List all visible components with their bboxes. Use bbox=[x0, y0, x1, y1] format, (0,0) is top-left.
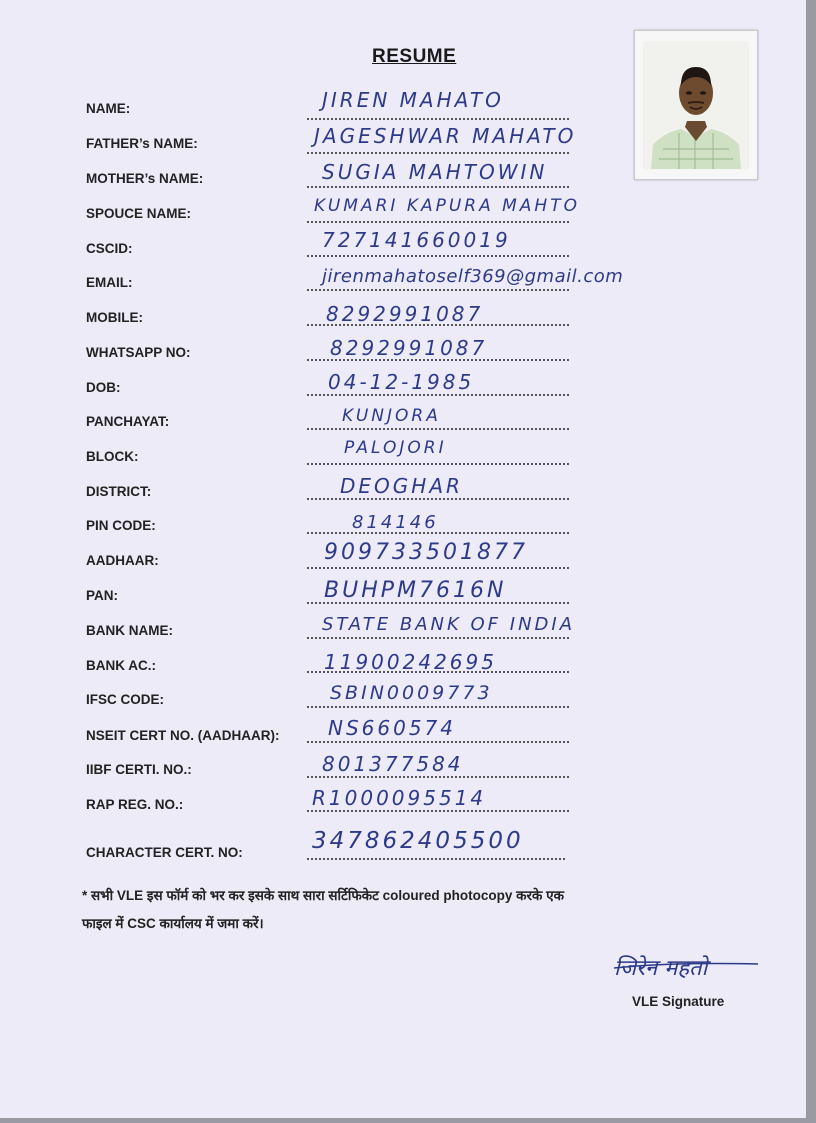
field-value-handwritten: JIREN MAHATO bbox=[322, 88, 504, 112]
field-value-handwritten: 801377584 bbox=[322, 752, 464, 776]
field-value-handwritten: BUHPM7616N bbox=[324, 578, 507, 603]
scan-edge-bottom bbox=[0, 1118, 816, 1123]
dotted-fill-line bbox=[307, 428, 569, 430]
dotted-fill-line bbox=[307, 186, 569, 188]
field-value-handwritten: NS660574 bbox=[328, 716, 457, 740]
field-value-handwritten: 8292991087 bbox=[326, 302, 484, 326]
dotted-fill-line bbox=[307, 498, 569, 500]
field-value-handwritten: 347862405500 bbox=[312, 828, 524, 854]
field-label: DISTRICT: bbox=[86, 484, 152, 499]
field-value-handwritten: DEOGHAR bbox=[340, 474, 463, 498]
field-label: EMAIL: bbox=[86, 275, 133, 290]
dotted-fill-line bbox=[307, 394, 569, 396]
field-label: CHARACTER CERT. NO: bbox=[86, 845, 243, 860]
field-label: FATHER’s NAME: bbox=[86, 136, 198, 151]
page-title: RESUME bbox=[372, 46, 457, 67]
dotted-fill-line bbox=[307, 776, 569, 778]
field-label: BLOCK: bbox=[86, 449, 139, 464]
dotted-fill-line bbox=[307, 463, 569, 465]
dotted-fill-line bbox=[307, 255, 569, 257]
field-label: IFSC CODE: bbox=[86, 692, 165, 707]
field-label: DOB: bbox=[86, 380, 121, 395]
field-label: PANCHAYAT: bbox=[86, 414, 170, 429]
field-label: RAP REG. NO.: bbox=[86, 797, 184, 812]
field-value-handwritten: SBIN0009773 bbox=[330, 682, 493, 704]
field-label: IIBF CERTI. NO.: bbox=[86, 762, 192, 777]
dotted-fill-line bbox=[307, 810, 569, 812]
dotted-fill-line bbox=[307, 221, 569, 223]
field-label: MOBILE: bbox=[86, 310, 143, 325]
field-label: WHATSAPP NO: bbox=[86, 345, 191, 360]
field-value-handwritten: 814146 bbox=[352, 512, 439, 533]
dotted-fill-line bbox=[307, 152, 569, 154]
scan-edge-right bbox=[806, 0, 816, 1123]
field-label: BANK AC.: bbox=[86, 658, 156, 673]
dotted-fill-line bbox=[307, 289, 569, 291]
field-value-handwritten: PALOJORI bbox=[344, 438, 447, 458]
field-label: PAN: bbox=[86, 588, 118, 603]
field-label: SPOUCE NAME: bbox=[86, 206, 192, 221]
field-label: MOTHER’s NAME: bbox=[86, 171, 204, 186]
field-value-handwritten: KUMARI KAPURA MAHTO bbox=[314, 196, 580, 216]
dotted-fill-line bbox=[307, 706, 569, 708]
field-value-handwritten: jirenmahatoself369@gmail.com bbox=[322, 266, 624, 287]
field-label: NAME: bbox=[86, 101, 131, 116]
instruction-note-line-2: फाइल में CSC कार्यालय में जमा करें। bbox=[82, 916, 264, 931]
signature-underline bbox=[612, 958, 762, 988]
field-value-handwritten: JAGESHWAR MAHATO bbox=[314, 124, 577, 148]
field-label: AADHAAR: bbox=[86, 553, 159, 568]
field-label: BANK NAME: bbox=[86, 623, 173, 638]
field-value-handwritten: R1000095514 bbox=[312, 786, 487, 810]
passport-photo-frame bbox=[634, 30, 758, 180]
field-value-handwritten: 11900242695 bbox=[324, 650, 497, 674]
dotted-fill-line bbox=[307, 118, 569, 120]
field-value-handwritten: 909733501877 bbox=[324, 540, 528, 565]
field-value-handwritten: 727141660019 bbox=[322, 228, 511, 252]
instruction-note-line-1: * सभी VLE इस फॉर्म को भर कर इसके साथ सारा सर्टिफिकेट coloured photocopy करके एक bbox=[82, 888, 564, 903]
field-label: CSCID: bbox=[86, 241, 133, 256]
dotted-fill-line bbox=[307, 741, 569, 743]
handwritten-signature: जिरेन महतो bbox=[614, 956, 708, 981]
passport-photo bbox=[643, 41, 749, 169]
field-label: PIN CODE: bbox=[86, 518, 156, 533]
field-value-handwritten: 04-12-1985 bbox=[328, 370, 475, 394]
dotted-fill-line bbox=[307, 567, 569, 569]
dotted-fill-line bbox=[307, 637, 569, 639]
field-value-handwritten: SUGIA MAHTOWIN bbox=[322, 160, 548, 184]
field-value-handwritten: STATE BANK OF INDIA bbox=[322, 614, 576, 635]
signature-label: VLE Signature bbox=[632, 994, 725, 1009]
field-label: NSEIT CERT NO. (AADHAAR): bbox=[86, 728, 280, 743]
field-value-handwritten: KUNJORA bbox=[342, 406, 441, 426]
field-value-handwritten: 8292991087 bbox=[330, 336, 488, 360]
dotted-fill-line bbox=[307, 858, 565, 860]
